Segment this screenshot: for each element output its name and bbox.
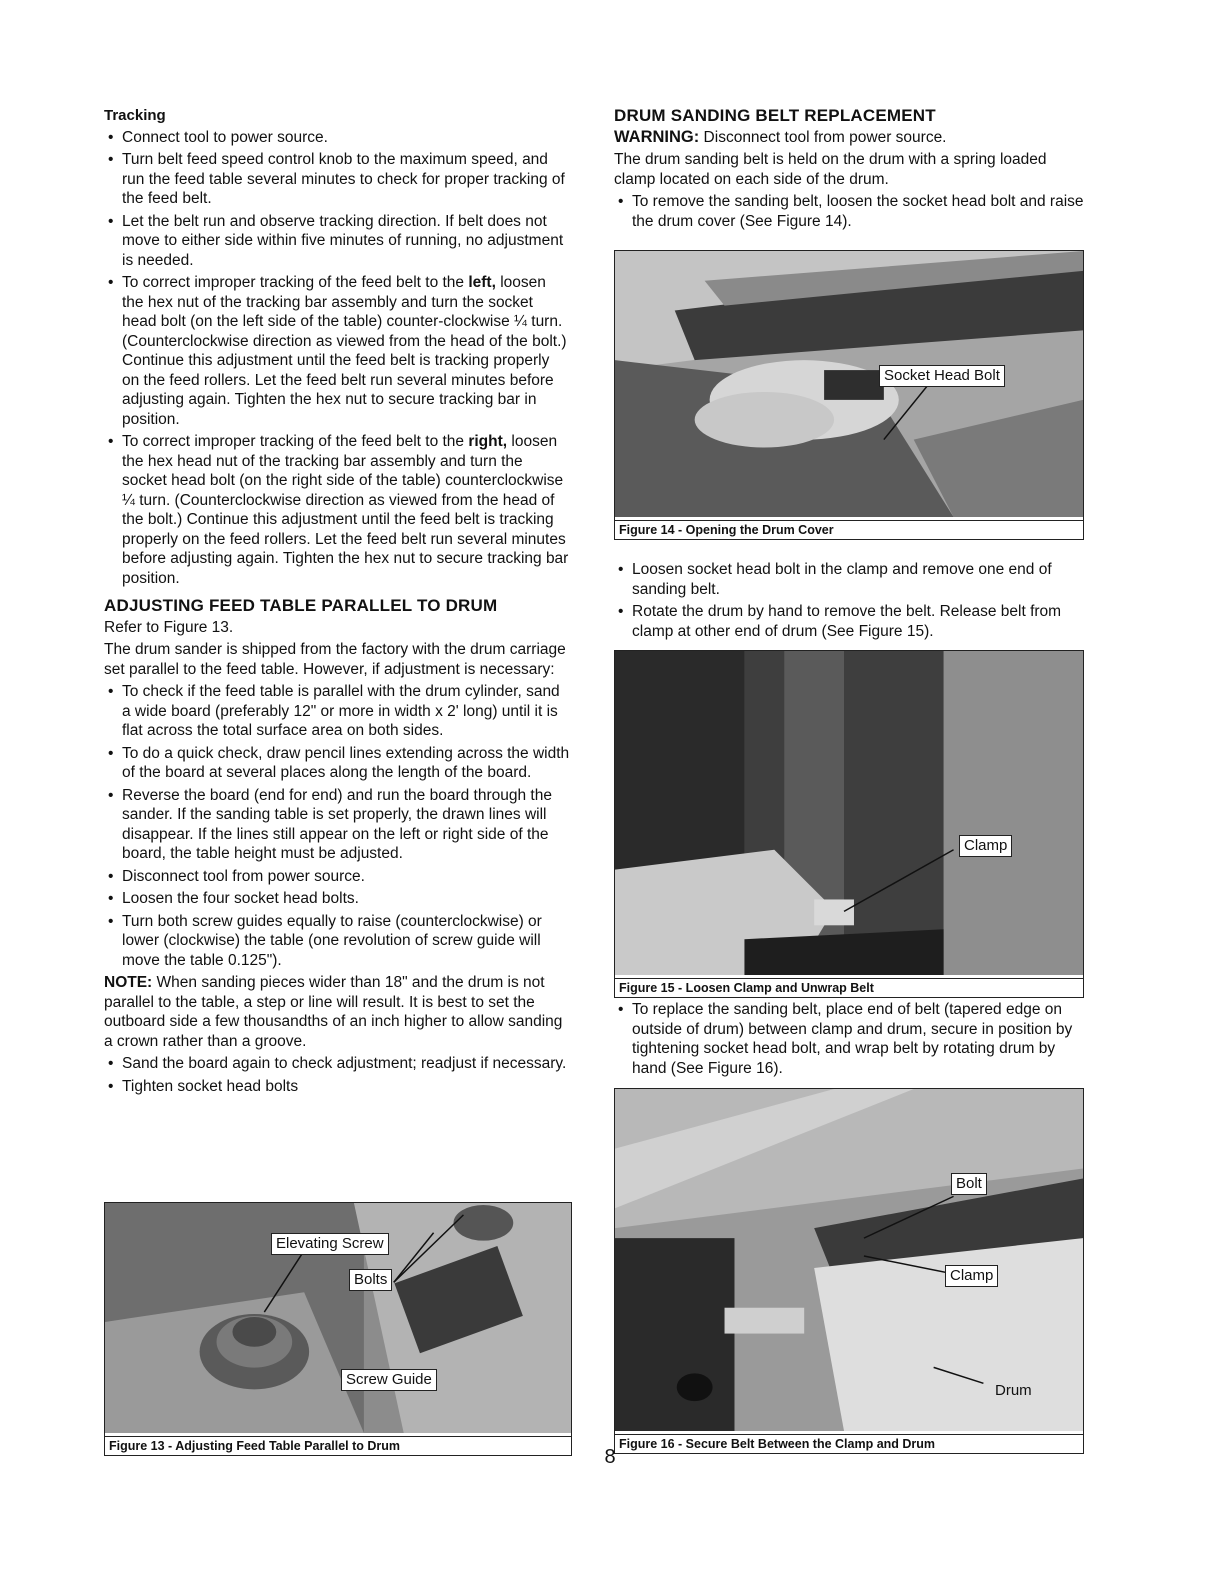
list-item: • To remove the sanding belt, loosen the socket head bolt and raise the drum cover (See Figure 14). (614, 192, 1086, 231)
final-list (104, 1054, 570, 1096)
tracking-list (104, 128, 570, 589)
callout-screw-guide: Screw Guide (341, 1369, 437, 1391)
list-item: • Connect tool to power source. (104, 128, 570, 148)
list-item: • Let the belt run and observe tracking direction. If belt does not move to either side within five minutes of running, no adjustment is needed. (104, 212, 570, 271)
drum-belt-heading: DRUM SANDING BELT REPLACEMENT (614, 106, 936, 125)
list-item: • To do a quick check, draw pencil lines extending across the width of the board at several places along the length of the board. (104, 744, 570, 783)
warning-label: WARNING: (614, 127, 700, 146)
figure-16-caption: Figure 16 - Secure Belt Between the Clamp and Drum (615, 1434, 1083, 1453)
page-number: 8 (604, 1446, 616, 1468)
adjust-list (104, 682, 570, 970)
warning (614, 128, 1086, 148)
list-item: • Disconnect tool from power source. (104, 867, 570, 887)
figure-15-photo (615, 651, 1083, 975)
callout-drum: Drum (995, 1382, 1032, 1399)
figure-13-caption: Figure 13 - Adjusting Feed Table Parallel to Drum (105, 1436, 571, 1455)
figure-14-photo (615, 251, 1083, 517)
right-column (614, 106, 1086, 234)
intro-text: The drum sanding belt is held on the drum with a spring loaded clamp located on each side of the drum. (614, 151, 1047, 188)
figure-15 (614, 650, 1084, 998)
callout-socket-head-bolt: Socket Head Bolt (879, 365, 1005, 387)
note-text: When sanding pieces wider than 18" and the drum is not parallel to the table, a step or line will result. It is best to set the outboard side a few thousandths of an inch higher to allow sanding a crown rather than a groove. (104, 974, 563, 1050)
figure-13 (104, 1202, 572, 1456)
callout-clamp: Clamp (959, 835, 1012, 857)
tracking-heading: Tracking (104, 107, 166, 124)
item-text: loosen the hex nut of the tracking bar assembly and turn the socket head bolt (on the left side of the table) counter-clockwise ¼ turn. (Counterclockwise direction as viewed from the head of the bolt.) Continue this adjustment until the feed belt is tracking properly on the feed rollers. Let the feed belt run several minutes before adjusting again. Tighten the hex nut to secure tracking bar in position. (122, 274, 567, 428)
warning-text: Disconnect tool from power source. (699, 128, 947, 146)
list-item: • Rotate the drum by hand to remove the belt. Release belt from clamp at other end of drum (See Figure 15). (614, 602, 1086, 641)
list-item: • Turn belt feed speed control knob to the maximum speed, and run the feed table several minutes to check for proper tracking of the feed belt. (104, 150, 570, 209)
list-item: • Loosen socket head bolt in the clamp and remove one end of sanding belt. (614, 560, 1086, 599)
callout-bolts: Bolts (349, 1269, 392, 1291)
refer-text: Refer to Figure 13. (104, 618, 234, 636)
list-item: • Sand the board again to check adjustment; readjust if necessary. (104, 1054, 570, 1074)
item-text: loosen the hex head nut of the tracking bar assembly and turn the socket head bolt (on the right side of the table) counterclockwise ¼ turn. (Counterclockwise direction as viewed from the head of the bolt.) Continue this adjustment until the feed belt is tracking properly on the feed rollers. Let the feed belt run several minutes before adjusting again. Tighten the hex nut to secure tracking bar position. (122, 433, 569, 587)
list-item: • Turn both screw guides equally to raise (counterclockwise) or lower (clockwise) the table (one revolution of screw guide will move the table 0.125"). (104, 912, 570, 971)
callout-clamp: Clamp (945, 1265, 998, 1287)
adjust-heading: ADJUSTING FEED TABLE PARALLEL TO DRUM (104, 596, 498, 615)
item-text: To correct improper tracking of the feed belt to the (122, 433, 469, 450)
note (104, 973, 570, 1051)
figure-15-caption: Figure 15 - Loosen Clamp and Unwrap Belt (615, 978, 1083, 997)
list-item-left-tracking (104, 273, 570, 429)
figure-16-photo (615, 1089, 1083, 1431)
remove-list (614, 192, 1086, 231)
item-bold: left, (468, 274, 496, 291)
figure-14 (614, 250, 1084, 540)
intro-text: The drum sander is shipped from the factory with the drum carriage set parallel to the feed table. However, if adjustment is necessary: (104, 641, 566, 678)
drum-cover-opening-image (615, 251, 1083, 517)
list-item: • Loosen the four socket head bolts. (104, 889, 570, 909)
note-label: NOTE: (104, 974, 153, 991)
callout-bolt: Bolt (951, 1173, 987, 1195)
secure-belt-image (615, 1089, 1083, 1431)
list-item: • Tighten socket head bolts (104, 1077, 570, 1097)
figure-14-caption: Figure 14 - Opening the Drum Cover (615, 520, 1083, 539)
left-column (104, 106, 570, 1099)
replace-list (614, 1000, 1086, 1078)
loosen-clamp-image (615, 651, 1083, 975)
item-bold: right, (468, 433, 508, 450)
list-item: • To replace the sanding belt, place end of belt (tapered edge on outside of drum) between clamp and drum, secure in position by tightening socket head bolt, and wrap belt by rotating drum by hand (See Figure 16). (614, 1000, 1086, 1078)
list-item: • Reverse the board (end for end) and run the board through the sander. If the sanding table is set properly, the drawn lines will disappear. If the lines still appear on the left or right side of the board, the table height must be adjusted. (104, 786, 570, 864)
figure-16 (614, 1088, 1084, 1454)
list-item: • To check if the feed table is parallel with the drum cylinder, sand a wide board (preferably 12" or more in width x 2' long) until it is flat across the total surface area on both sides. (104, 682, 570, 741)
item-text: To correct improper tracking of the feed belt to the (122, 274, 469, 291)
callout-elevating-screw: Elevating Screw (271, 1233, 389, 1255)
loosen-list (614, 560, 1086, 641)
right-column-middle (614, 560, 1086, 644)
list-item-right-tracking (104, 432, 570, 588)
right-column-lower (614, 1000, 1086, 1081)
